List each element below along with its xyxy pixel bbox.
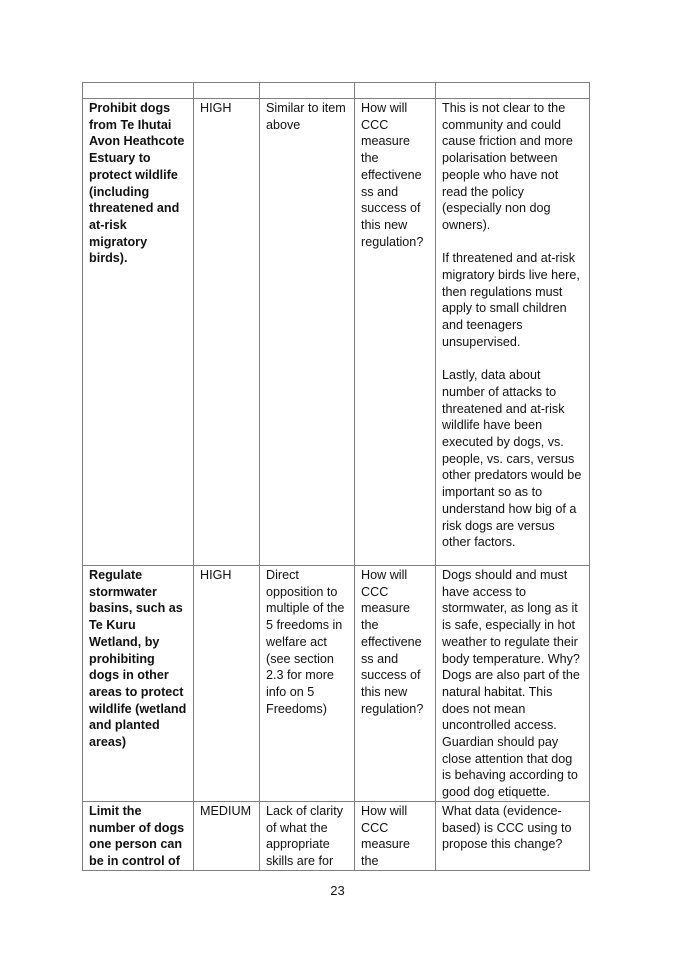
proposal-cell: Regulate stormwater basins, such as Te Kuru Wetland, by prohibiting dogs in other areas to protect wildlife (wetland and planted areas) — [83, 566, 194, 802]
question-cell: How will CCC measure the effectivene ss and success of this new regulation? — [355, 566, 436, 802]
comments-cell — [436, 99, 590, 566]
comments-cell — [436, 801, 590, 870]
table-cell — [83, 83, 194, 99]
comment-paragraph: This is not clear to the community and could cause friction and more polarisation between people who have not read the policy (especially non dog owners). — [442, 101, 573, 232]
table-row — [83, 801, 590, 870]
proposal-cell: Prohibit dogs from Te Ihutai Avon Heathcote Estuary to protect wildlife (including threatened and at-risk migratory birds). — [83, 99, 194, 566]
question-cell: How will CCC measure the — [355, 801, 436, 870]
table-cell — [194, 83, 260, 99]
page-number: 23 — [330, 883, 345, 898]
table-cell — [436, 83, 590, 99]
comment-paragraph: What data (evidence-based) is CCC using to propose this change? — [442, 803, 572, 852]
comment-paragraph: Lastly, data about number of attacks to threatened and at-risk wildlife have been executed by dogs, vs. people, vs. cars, versus other predators would be important so as to understand how big of a risk dogs are versus other factors. — [442, 368, 582, 550]
comment-paragraph: If threatened and at-risk migratory birds live here, then regulations must apply to small children and teenagers unsupervised. — [442, 251, 580, 349]
proposal-cell: Limit the number of dogs one person can be in control of — [83, 801, 194, 870]
priority-cell: HIGH — [194, 99, 260, 566]
table-header-row — [83, 83, 590, 99]
concern-cell: Lack of clarity of what the appropriate skills are for — [260, 801, 355, 870]
priority-cell: HIGH — [194, 566, 260, 802]
comments-cell — [436, 566, 590, 802]
concern-cell: Direct opposition to multiple of the 5 freedoms in welfare act (see section 2.3 for more info on 5 Freedoms) — [260, 566, 355, 802]
concern-cell: Similar to item above — [260, 99, 355, 566]
table-cell — [260, 83, 355, 99]
submission-table — [82, 82, 590, 871]
table-cell — [355, 83, 436, 99]
question-cell: How will CCC measure the effectivene ss and success of this new regulation? — [355, 99, 436, 566]
table-row — [83, 566, 590, 802]
comment-paragraph: Dogs should and must have access to stormwater, as long as it is safe, especially in hot weather to regulate their body temperature. Why? Dogs are also part of the natural habitat. This does not mean uncontrolled access. Guardian should pay close attention that dog is behaving according to good dog etiquette. — [442, 568, 580, 800]
table-row — [83, 99, 590, 566]
priority-cell: MEDIUM — [194, 801, 260, 870]
